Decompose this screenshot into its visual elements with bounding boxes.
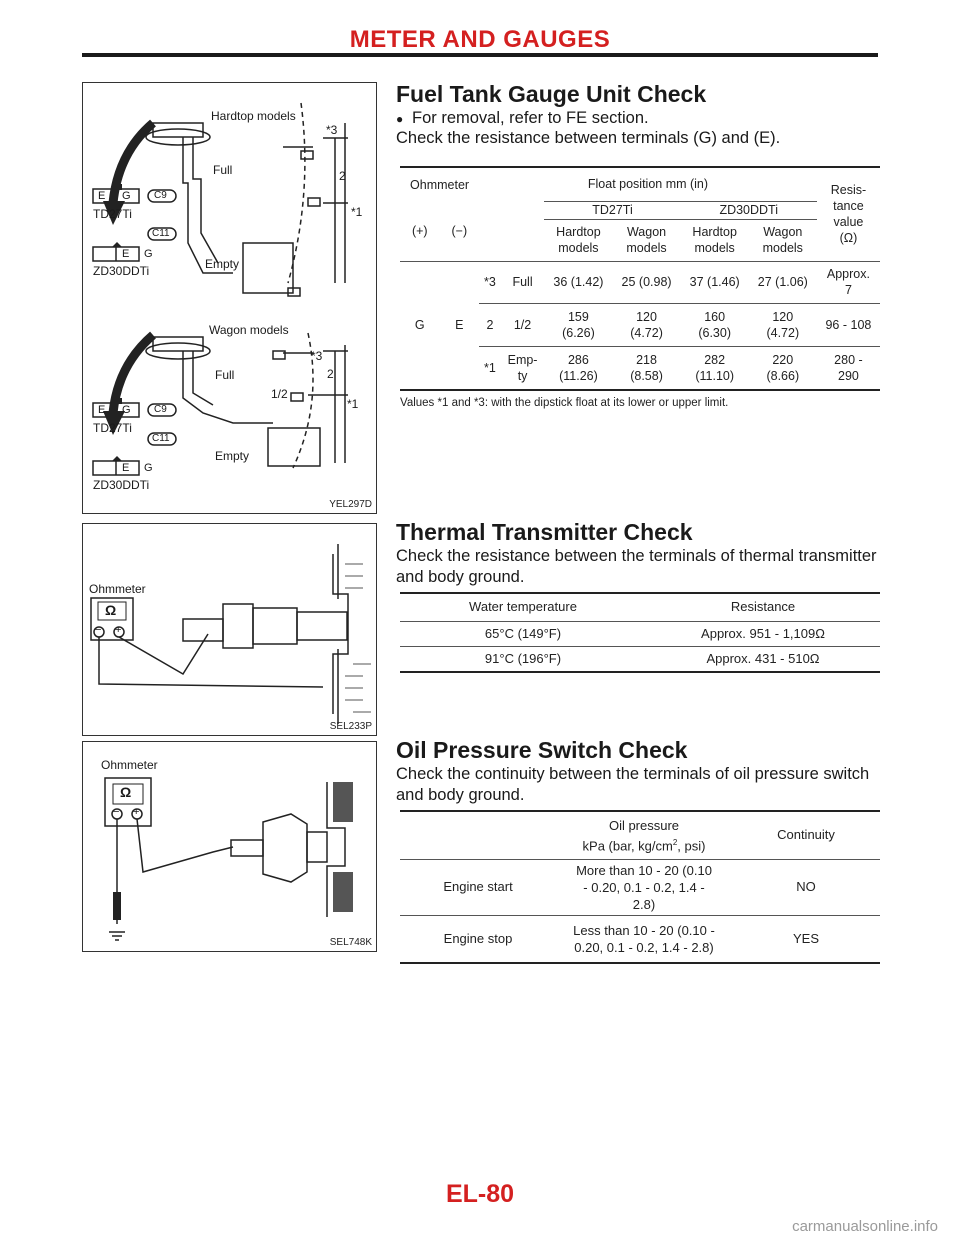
cell-continuity: YES [792, 930, 819, 946]
table-row [400, 261, 880, 303]
cell-pressure: Less than 10 - 20 (0.10 - 0.20, 0.1 - 0.2, 1.4 - 2.8) [573, 922, 715, 955]
zd30-label-1: ZD30DDTi [93, 264, 150, 278]
cell-value: 36 (1.42) [553, 275, 604, 289]
thermal-transmitter-diagram [83, 524, 376, 735]
th-oil-pressure-line1: Oil pressure [608, 817, 680, 833]
connector-g-label-3: G [122, 404, 131, 416]
watermark: carmanualsonline.info [792, 1218, 938, 1235]
minus-icon: − [113, 806, 120, 818]
cell-pressure: More than 10 - 20 (0.10 - 0.20, 0.1 - 0.2, 1.4 - 2.8) [576, 862, 712, 912]
cell-value: 120 (4.72) [766, 309, 800, 340]
cell-mark: *3 [484, 275, 496, 289]
table-row [400, 646, 880, 672]
cell-resistance: 96 - 108 [825, 317, 872, 332]
ohmmeter-label: Ohmmeter [89, 582, 146, 596]
cell-terminal-e: E [455, 318, 464, 333]
oil-instruction: Check the continuity between the terminals of oil pressure switch and body ground. [396, 765, 870, 804]
wagon-models-label: Wagon models [209, 323, 289, 337]
th-minus: (−) [451, 223, 468, 238]
cell-resistance: Approx. 7 [826, 267, 870, 297]
th-oil-pressure-sup: 2 [672, 837, 678, 847]
cell-mark: *1 [484, 360, 496, 375]
cell-value: 37 (1.46) [689, 275, 740, 289]
cell-value: 286 (11.26) [559, 352, 598, 383]
ohm-icon: Ω [105, 602, 117, 618]
figure-code: SEL233P [329, 721, 372, 732]
cell-value: 282 (11.10) [695, 352, 735, 383]
zd30-label-2: ZD30DDTi [93, 478, 150, 492]
cell-temperature: 91°C (196°F) [484, 650, 562, 666]
two-label-top: 2 [339, 169, 346, 183]
cell-resistance: Approx. 431 - 510Ω [706, 650, 820, 666]
section-header-title: METER AND GAUGES [349, 26, 611, 53]
th-td27: TD27Ti [544, 201, 680, 219]
th-water-temperature: Water temperature [469, 599, 577, 615]
th-plus: (+) [411, 223, 428, 238]
table-row [400, 859, 880, 915]
empty-label-top: Empty [205, 257, 240, 271]
cell-temperature: 65°C (149°F) [484, 625, 562, 641]
star3-label-bottom: *3 [311, 349, 323, 363]
th-zd30: ZD30DDTi [681, 201, 817, 219]
table-footnote: Values *1 and *3: with the dipstick float at its lower or upper limit. [400, 397, 729, 409]
cell-value: 25 (0.98) [621, 275, 672, 289]
thermal-resistance-table [400, 592, 880, 673]
half-label-bottom: 1/2 [271, 387, 288, 401]
figure-code: SEL748K [329, 937, 372, 948]
oil-section-title: Oil Pressure Switch Check [396, 737, 688, 763]
cell-resistance: 280 - 290 [834, 352, 863, 383]
header-rule [82, 53, 878, 57]
connector-g-label-2: G [144, 248, 153, 260]
oil-pressure-diagram [83, 742, 376, 951]
cell-value: 160 (6.30) [698, 309, 731, 340]
connector-c9-label-1: C9 [154, 190, 167, 201]
cell-value: 218 (8.58) [630, 352, 663, 383]
th-zd30-hardtop: Hardtop models [681, 219, 749, 261]
fuel-section-title: Fuel Tank Gauge Unit Check [396, 81, 707, 107]
ohmmeter-label: Ohmmeter [101, 758, 158, 772]
fuel-instruction-2: Check the resistance between terminals (G) and (E). [396, 129, 781, 147]
figure-code: YEL297D [329, 499, 372, 510]
cell-resistance: Approx. 951 - 1,109Ω [701, 625, 825, 641]
td27-label-1: TD27Ti [93, 207, 132, 221]
fuel-gauge-figure [82, 82, 377, 514]
cell-engine-state: Engine stop [443, 930, 513, 946]
cell-position: 1/2 [513, 317, 532, 332]
full-label-bottom: Full [215, 368, 235, 382]
thermal-transmitter-figure [82, 523, 377, 736]
cell-position: Emp- ty [507, 352, 538, 383]
td27-label-2: TD27Ti [93, 421, 132, 435]
two-label-bottom: 2 [327, 367, 334, 381]
fuel-resistance-table [400, 166, 880, 391]
bullet-icon: ● [396, 112, 404, 126]
connector-c9-label-2: C9 [154, 404, 167, 415]
table-row [400, 915, 880, 963]
cell-value: 220 (8.66) [766, 352, 800, 383]
thermal-instruction: Check the resistance between the terminals of thermal transmitter and body ground. [396, 547, 877, 586]
cell-mark: 2 [486, 317, 494, 332]
th-td27-wagon: Wagon models [612, 219, 680, 261]
page-number: EL-80 [445, 1180, 515, 1208]
connector-c11-label-2: C11 [152, 433, 170, 444]
connector-g-label-4: G [144, 462, 153, 474]
cell-position: Full [512, 275, 533, 289]
fuel-instruction-1: For removal, refer to FE section. [412, 109, 649, 127]
connector-g-label-1: G [122, 190, 131, 202]
cell-value: 120 (4.72) [630, 309, 663, 340]
connector-e-label-4: E [122, 462, 130, 474]
connector-e-label-1: E [98, 190, 106, 202]
cell-continuity: NO [796, 879, 816, 894]
connector-e-label-3: E [98, 404, 106, 416]
star1-label-bottom: *1 [347, 397, 359, 411]
plus-icon: + [115, 624, 122, 636]
th-zd30-wagon: Wagon models [749, 219, 817, 261]
cell-value: 159 (6.26) [562, 309, 595, 340]
th-resistance: Resistance [730, 599, 796, 615]
th-float-position: Float position mm (in) [587, 177, 709, 192]
empty-label-bottom: Empty [215, 449, 250, 463]
th-td27-hardtop: Hardtop models [544, 219, 612, 261]
th-oil-pressure [556, 811, 732, 859]
minus-icon: − [95, 624, 102, 636]
thermal-section-title: Thermal Transmitter Check [396, 519, 693, 545]
table-row [400, 621, 880, 646]
connector-c11-label-1: C11 [152, 228, 170, 239]
cell-engine-state: Engine start [443, 879, 513, 894]
plus-icon: + [133, 806, 140, 818]
ohm-icon: Ω [120, 784, 132, 800]
full-label-top: Full [213, 163, 233, 177]
oil-pressure-figure [82, 741, 377, 952]
hardtop-models-label: Hardtop models [211, 109, 296, 123]
connector-e-label-2: E [122, 248, 130, 260]
oil-pressure-table [400, 810, 880, 964]
star3-label-top: *3 [326, 123, 338, 137]
th-ohmmeter: Ohmmeter [410, 177, 470, 192]
cell-terminal-g: G [414, 318, 425, 333]
th-resistance-value: Resis- tance value (Ω) [830, 183, 867, 246]
th-oil-pressure-unit-end: , psi) [677, 837, 706, 853]
th-continuity: Continuity [777, 827, 835, 843]
cell-value: 27 (1.06) [757, 275, 808, 289]
th-oil-pressure-unit: kPa (bar, kg/cm [582, 837, 673, 853]
star1-label-top: *1 [351, 205, 363, 219]
